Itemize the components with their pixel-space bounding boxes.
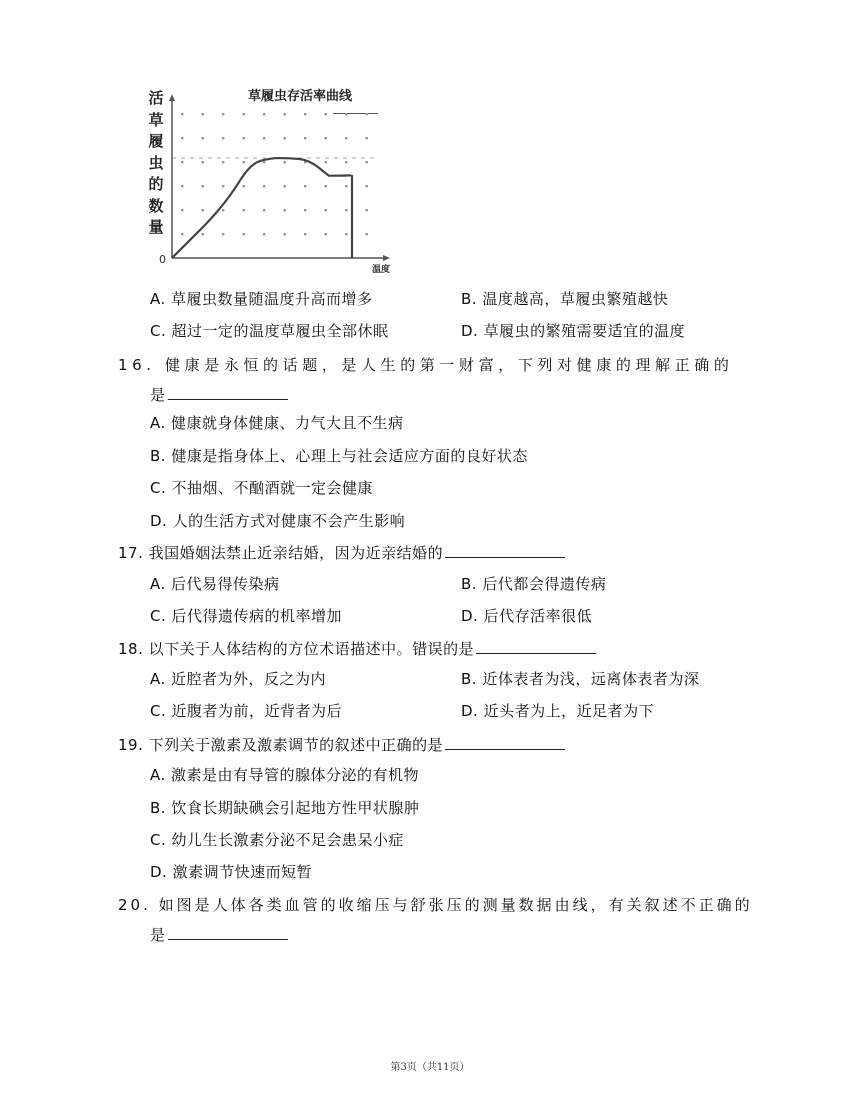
grid-dot: [304, 233, 306, 235]
grid-dot: [345, 233, 347, 235]
q16-option-b[interactable]: B. 健康是指身体上、心理上与社会适应方面的良好状态: [150, 447, 528, 465]
grid-dot: [263, 161, 265, 163]
grid-dot: [366, 233, 368, 235]
grid-dot: [202, 209, 204, 211]
grid-dot: [325, 161, 327, 163]
answer-blank[interactable]: [476, 639, 596, 654]
q15-option-b[interactable]: B. 温度越高，草履虫繁殖越快: [461, 290, 669, 308]
grid-dot: [304, 209, 306, 211]
grid-dot: [263, 185, 265, 187]
q19-option-b[interactable]: B. 饮食长期缺碘会引起地方性甲状腺肿: [150, 799, 420, 817]
answer-blank[interactable]: [445, 735, 565, 750]
grid-dot: [202, 185, 204, 187]
q15-option-c[interactable]: C. 超过一定的温度草履虫全部休眠: [150, 322, 389, 340]
q20-stem-line2: 是: [150, 924, 288, 945]
grid-dot: [345, 209, 347, 211]
q19-option-a[interactable]: A. 激素是由有导管的腺体分泌的有机物: [150, 766, 420, 784]
answer-blank[interactable]: [168, 925, 288, 940]
grid-dot: [263, 209, 265, 211]
grid-dot: [243, 161, 245, 163]
chart-plot: [140, 80, 410, 275]
grid-dot: [222, 209, 224, 211]
chart-title: 草履虫存活率曲线: [248, 89, 353, 104]
q16-stem: 16. 健康是永恒的话题，是人生的第一财富，下列对健康的理解正确的: [118, 356, 734, 374]
grid-dot: [263, 233, 265, 235]
grid-dot: [345, 137, 347, 139]
y-axis-arrow: [169, 94, 175, 101]
grid-dot: [243, 209, 245, 211]
grid-dot: [304, 113, 306, 115]
q16-option-c[interactable]: C. 不抽烟、不酗酒就一定会健康: [150, 479, 374, 497]
grid-dot: [181, 161, 183, 163]
grid-dot: [366, 185, 368, 187]
grid-dot: [345, 185, 347, 187]
grid-dot: [222, 137, 224, 139]
grid-dot: [222, 113, 224, 115]
grid-dot: [366, 137, 368, 139]
grid-dot: [366, 113, 368, 115]
survival-curve-chart: [140, 80, 410, 275]
q17-option-b[interactable]: B. 后代都会得遗传病: [461, 575, 607, 593]
grid-dot: [345, 161, 347, 163]
q18-option-a[interactable]: A. 近腔者为外，反之为内: [150, 670, 327, 688]
q16-option-d[interactable]: D. 人的生活方式对健康不会产生影响: [150, 512, 406, 530]
grid-dot: [222, 185, 224, 187]
grid-dot: [366, 209, 368, 211]
grid-dot: [304, 185, 306, 187]
q16-stem-line2: 是: [150, 384, 288, 405]
grid-dot: [325, 137, 327, 139]
grid-dot: [284, 161, 286, 163]
q19-option-c[interactable]: C. 幼儿生长激素分泌不足会患呆小症: [150, 831, 405, 849]
q17-option-d[interactable]: D. 后代存活率很低: [461, 607, 593, 625]
q18-option-d[interactable]: D. 近头者为上，近足者为下: [461, 702, 655, 720]
grid-dot: [202, 137, 204, 139]
q18-option-b[interactable]: B. 近体表者为浅，远离体表者为深: [461, 670, 700, 688]
grid-dot: [325, 233, 327, 235]
grid-dot: [181, 185, 183, 187]
grid-dot: [202, 161, 204, 163]
q18-stem: 18. 以下关于人体结构的方位术语描述中。错误的是: [118, 638, 596, 659]
q19-stem: 19. 下列关于激素及激素调节的叙述中正确的是: [118, 734, 565, 755]
q17-option-c[interactable]: C. 后代得遗传病的机率增加: [150, 607, 343, 625]
grid-dot: [222, 161, 224, 163]
page-footer: 第3页（共11页）: [390, 1062, 470, 1073]
grid-dot: [243, 137, 245, 139]
grid-dot: [325, 209, 327, 211]
grid-dot: [181, 113, 183, 115]
series-line: [172, 158, 352, 258]
q17-stem: 17. 我国婚姻法禁止近亲结婚，因为近亲结婚的: [118, 542, 565, 563]
q17-option-a[interactable]: A. 后代易得传染病: [150, 575, 280, 593]
grid-dot: [202, 113, 204, 115]
grid-dot: [345, 113, 347, 115]
chart-origin: 0: [159, 253, 166, 266]
grid-dot: [284, 137, 286, 139]
grid-dot: [284, 233, 286, 235]
grid-dot: [263, 137, 265, 139]
grid-dot: [181, 137, 183, 139]
grid-dot: [202, 233, 204, 235]
chart-ylabel: 活 草 履 虫 的 数 量: [148, 89, 164, 236]
answer-blank[interactable]: [445, 543, 565, 558]
q15-option-d[interactable]: D. 草履虫的繁殖需要适宜的温度: [461, 322, 686, 340]
grid-dot: [243, 113, 245, 115]
grid-dot: [325, 113, 327, 115]
q18-option-c[interactable]: C. 近腹者为前，近背者为后: [150, 702, 343, 720]
grid-dot: [284, 185, 286, 187]
grid-dot: [243, 185, 245, 187]
q19-option-d[interactable]: D. 激素调节快速而短暂: [150, 863, 313, 881]
grid-dot: [181, 209, 183, 211]
grid-dot: [325, 185, 327, 187]
grid-dot: [284, 113, 286, 115]
q20-stem: 20. 如图是人体各类血管的收缩压与舒张压的测量数据由线，有关叙述不正确的: [118, 896, 753, 914]
grid-dot: [263, 113, 265, 115]
grid-dot: [304, 137, 306, 139]
grid-dot: [366, 161, 368, 163]
grid-dot: [181, 233, 183, 235]
q15-option-a[interactable]: A. 草履虫数量随温度升高而增多: [150, 290, 373, 308]
grid-dot: [222, 233, 224, 235]
x-axis-arrow: [383, 255, 390, 261]
chart-grid: [172, 113, 378, 235]
chart-xlabel: 温度: [372, 265, 391, 275]
answer-blank[interactable]: [168, 385, 288, 400]
q16-option-a[interactable]: A. 健康就身体健康、力气大且不生病: [150, 414, 404, 432]
grid-dot: [243, 233, 245, 235]
grid-dot: [284, 209, 286, 211]
